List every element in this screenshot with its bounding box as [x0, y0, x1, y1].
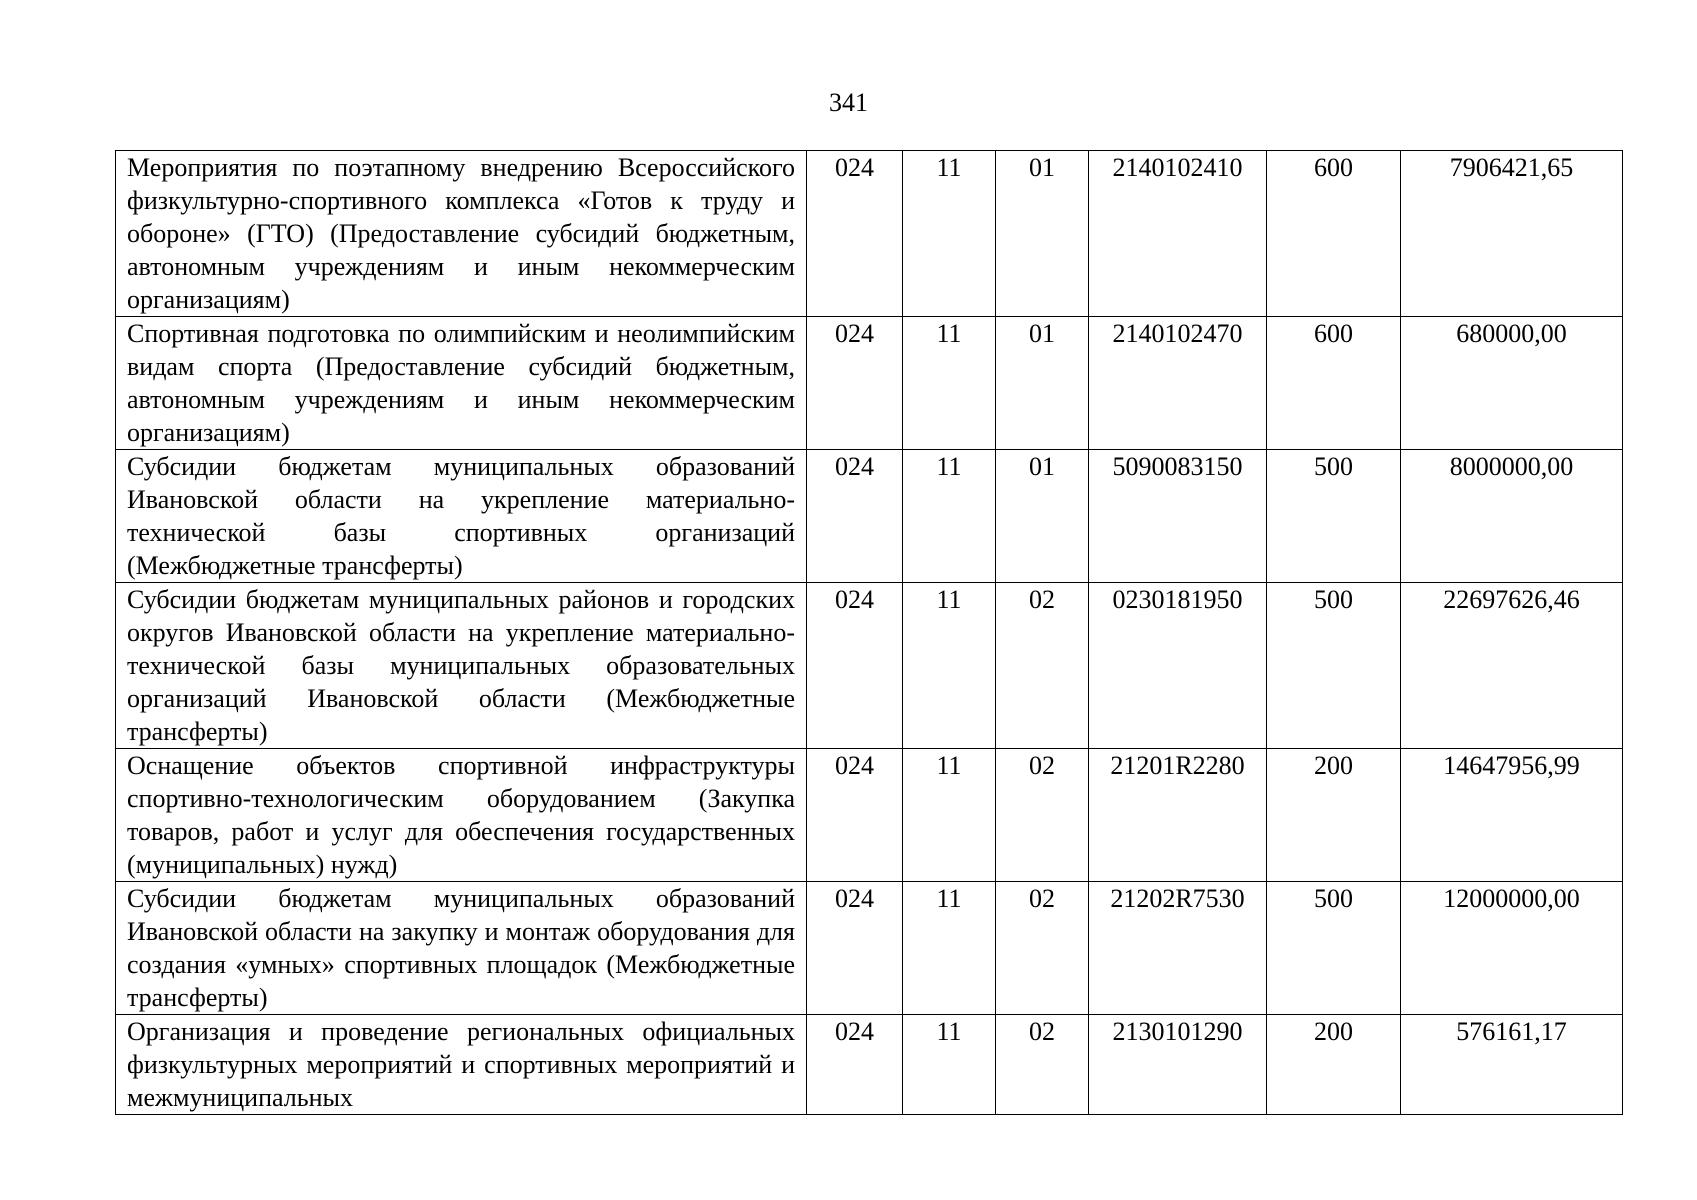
- row-section-code: 11: [903, 450, 996, 583]
- row-expense-type: 500: [1267, 583, 1401, 749]
- row-amount: 12000000,00: [1401, 882, 1623, 1015]
- row-subsection-code: 01: [996, 317, 1089, 450]
- row-subsection-code: 01: [996, 151, 1089, 317]
- row-expense-type: 200: [1267, 1015, 1401, 1115]
- row-description: Субсидии бюджетам муниципальных образований Ивановской области на закупку и монтаж оборудования для создания «умных» спортивных площадок (Межбюджетные трансферты): [116, 882, 807, 1015]
- row-amount: 680000,00: [1401, 317, 1623, 450]
- row-target-code: 2140102410: [1089, 151, 1267, 317]
- row-target-code: 21202R7530: [1089, 882, 1267, 1015]
- table-row: [116, 882, 1623, 1015]
- row-section-code: 11: [903, 1015, 996, 1115]
- row-expense-type: 200: [1267, 749, 1401, 882]
- row-ministry-code: 024: [807, 317, 903, 450]
- table-row: [116, 1015, 1623, 1115]
- table-row: [116, 450, 1623, 583]
- row-subsection-code: 02: [996, 749, 1089, 882]
- budget-table: [115, 150, 1623, 1115]
- table-row: [116, 317, 1623, 450]
- row-description: Субсидии бюджетам муниципальных районов и городских округов Ивановской области на укрепление материально-технической базы муниципальных образовательных организаций Ивановской области (Межбюджетные трансферты): [116, 583, 807, 749]
- row-target-code: 2140102470: [1089, 317, 1267, 450]
- row-ministry-code: 024: [807, 450, 903, 583]
- row-subsection-code: 02: [996, 882, 1089, 1015]
- row-ministry-code: 024: [807, 151, 903, 317]
- row-target-code: 2130101290: [1089, 1015, 1267, 1115]
- row-description: Организация и проведение региональных официальных физкультурных мероприятий и спортивных мероприятий и межмуниципальных: [116, 1015, 807, 1115]
- row-subsection-code: 02: [996, 1015, 1089, 1115]
- row-section-code: 11: [903, 151, 996, 317]
- page-number: 341: [829, 88, 868, 117]
- row-expense-type: 600: [1267, 317, 1401, 450]
- table-row: [116, 151, 1623, 317]
- row-ministry-code: 024: [807, 583, 903, 749]
- row-subsection-code: 01: [996, 450, 1089, 583]
- row-section-code: 11: [903, 317, 996, 450]
- row-amount: 14647956,99: [1401, 749, 1623, 882]
- row-amount: 7906421,65: [1401, 151, 1623, 317]
- row-amount: 22697626,46: [1401, 583, 1623, 749]
- row-subsection-code: 02: [996, 583, 1089, 749]
- row-expense-type: 600: [1267, 151, 1401, 317]
- row-target-code: 5090083150: [1089, 450, 1267, 583]
- row-target-code: 21201R2280: [1089, 749, 1267, 882]
- row-ministry-code: 024: [807, 882, 903, 1015]
- row-ministry-code: 024: [807, 1015, 903, 1115]
- row-description: Спортивная подготовка по олимпийским и неолимпийским видам спорта (Предоставление субсидий бюджетным, автономным учреждениям и иным некоммерческим организациям): [116, 317, 807, 450]
- row-expense-type: 500: [1267, 882, 1401, 1015]
- row-amount: 8000000,00: [1401, 450, 1623, 583]
- row-target-code: 0230181950: [1089, 583, 1267, 749]
- row-amount: 576161,17: [1401, 1015, 1623, 1115]
- row-description: Оснащение объектов спортивной инфраструктуры спортивно-технологическим оборудованием (Закупка товаров, работ и услуг для обеспечения государственных (муниципальных) нужд): [116, 749, 807, 882]
- row-expense-type: 500: [1267, 450, 1401, 583]
- table-row: [116, 749, 1623, 882]
- row-section-code: 11: [903, 749, 996, 882]
- row-section-code: 11: [903, 882, 996, 1015]
- row-section-code: 11: [903, 583, 996, 749]
- row-description: Субсидии бюджетам муниципальных образований Ивановской области на укрепление материально-технической базы спортивных организаций (Межбюджетные трансферты): [116, 450, 807, 583]
- table-row: [116, 583, 1623, 749]
- row-ministry-code: 024: [807, 749, 903, 882]
- row-description: Мероприятия по поэтапному внедрению Всероссийского физкультурно-спортивного комплекса «Готов к труду и обороне» (ГТО) (Предоставление субсидий бюджетным, автономным учреждениям и иным некоммерческим организациям): [116, 151, 807, 317]
